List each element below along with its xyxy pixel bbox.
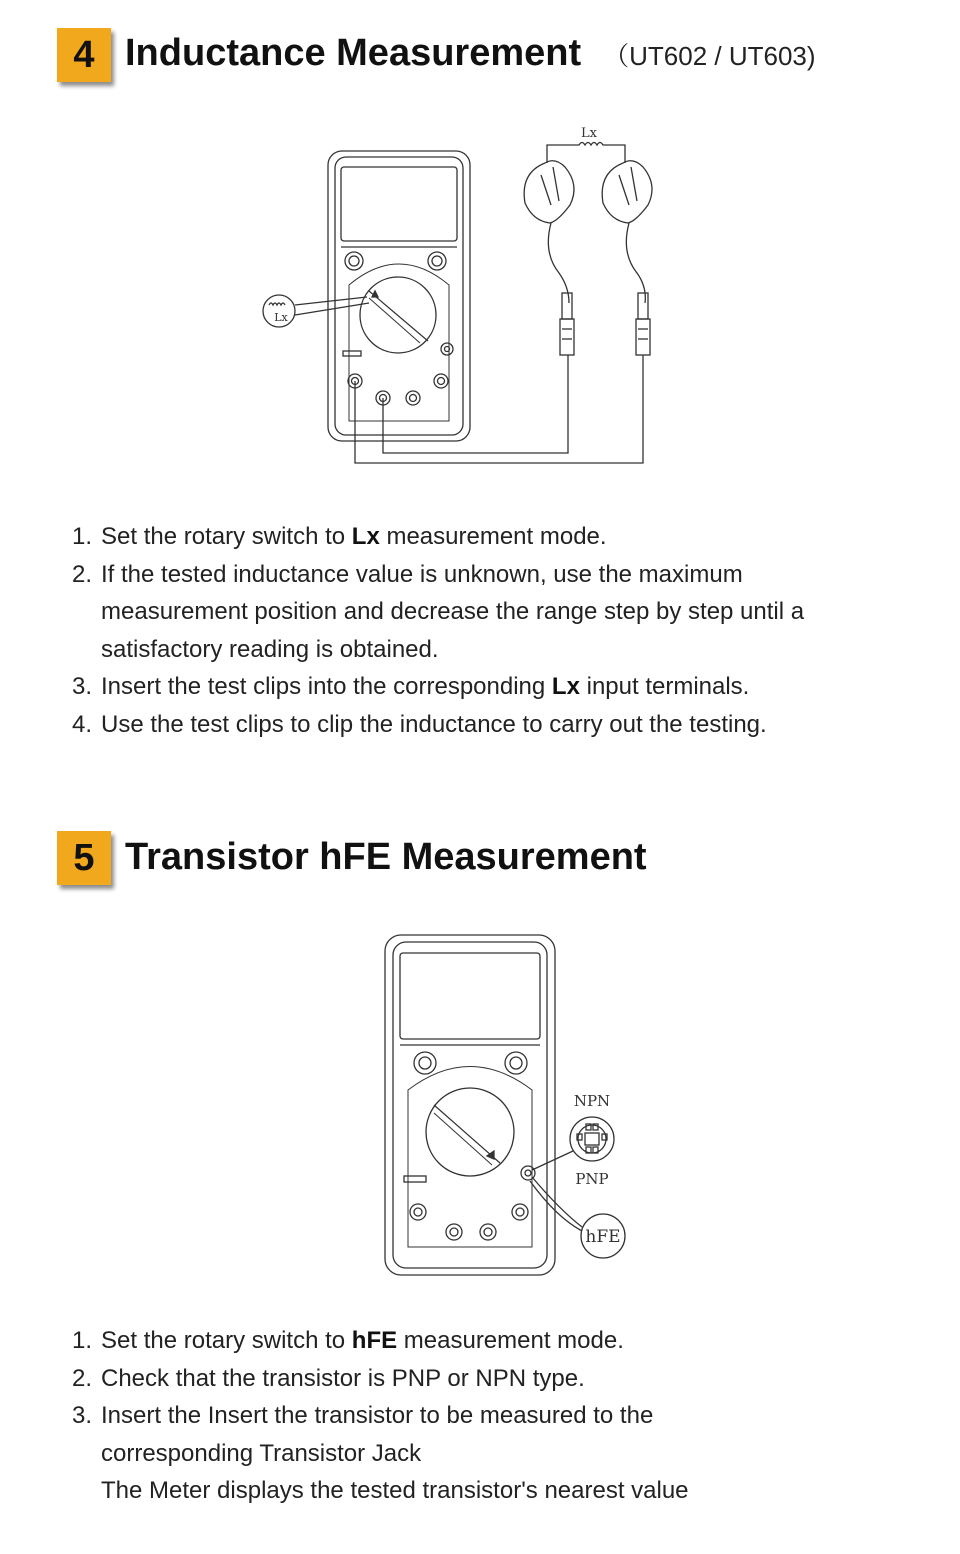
list-item [72,1322,689,1360]
npn-label: NPN [573,1092,611,1110]
section-5-number-badge: 5 [57,831,111,885]
step-number: 4. [72,710,93,738]
list-item [72,706,804,744]
test-clip-right [602,161,652,355]
inductor-label: Lx [581,126,597,141]
section-4-models: （UT602 / UT603) [603,41,816,71]
step-text: Check that the transistor is PNP or NPN type. [101,1364,585,1392]
section-4-steps [72,518,804,743]
step-text: measurement mode. [379,523,607,550]
step-text: corresponding Transistor Jack [101,1439,422,1467]
step-text: measurement position and decrease the range step by step until a [101,598,805,625]
section-4-title [125,32,816,75]
list-item [72,1360,689,1398]
inductance-diagram [255,115,685,475]
step-text: input terminals. [579,673,750,700]
step-text: Insert the Insert the transistor to be measured to the [101,1402,654,1429]
step-text: Insert the test clips into the corresponding [101,673,552,700]
step-number: 1. [72,1327,93,1354]
list-item [72,668,804,706]
inductor-symbol [547,143,625,164]
test-clip-left [524,161,574,355]
hfe-label: hFE [585,1227,621,1247]
step-text: If the tested inductance value is unknown, use the maximum [101,560,743,588]
list-item [72,556,804,669]
transistor-diagram [370,925,660,1285]
lcd-display [400,953,540,1039]
section-5-steps [72,1322,689,1510]
step-number: 3. [72,1402,93,1429]
section-5-title: Transistor hFE Measurement [125,836,647,878]
step-keyword: hFE [351,1327,398,1354]
switch-slot [404,1176,426,1182]
section-4-number-badge: 4 [57,28,111,82]
rotary-dial [426,1088,514,1176]
step-number: 3. [72,673,93,700]
step-number: 2. [72,1364,93,1392]
list-item [72,518,804,556]
pnp-label: PNP [575,1170,609,1188]
step-text: Use the test clips to clip the inductance to carry out the testing. [101,710,767,738]
step-text: Set the rotary switch to [101,1327,352,1354]
lcd-display [341,167,457,241]
list-item [72,1397,689,1510]
step-text: measurement mode. [397,1327,624,1354]
multimeter-body [385,935,555,1275]
step-text: satisfactory reading is obtained. [101,635,439,663]
switch-slot [343,351,361,356]
step-text: Set the rotary switch to [101,523,352,550]
section-4-title-text: Inductance Measurement [125,32,582,74]
multimeter-body [328,151,470,441]
dial-callout-label: Lx [274,311,288,324]
step-keyword: Lx [351,523,380,550]
lead-wire-left [355,355,643,463]
step-text: The Meter displays the tested transistor's nearest value [101,1477,689,1504]
step-keyword: Lx [551,673,580,700]
step-number: 1. [72,523,93,550]
step-number: 2. [72,560,93,588]
